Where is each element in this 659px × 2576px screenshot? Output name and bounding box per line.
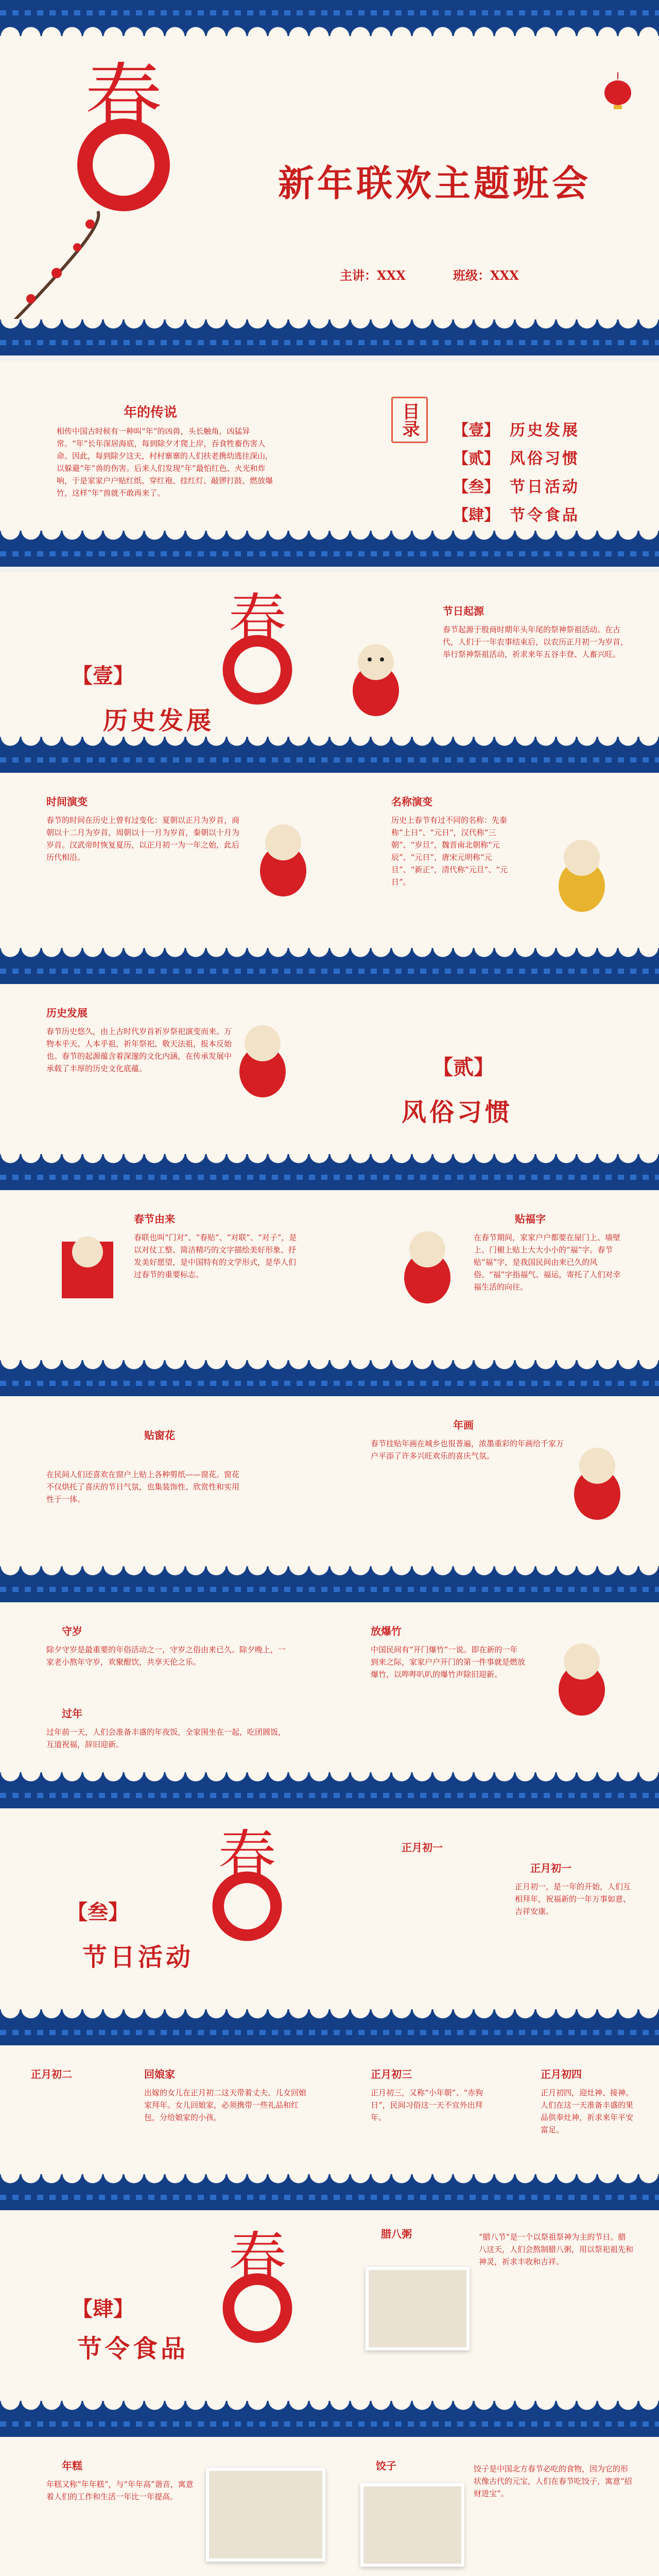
agenda-item-4[interactable]: 节令食品: [510, 506, 580, 524]
origin-heading: 节日起源: [443, 605, 484, 617]
svg-text:春: 春: [228, 592, 287, 653]
window-text: 在民间人们还喜欢在窗户上贴上各种剪纸——窗花。窗花不仅烘托了喜庆的节日气氛，也集装饰性、欣赏性和实用性于一体。: [46, 1470, 240, 1504]
ox-mascot-icon: [227, 1015, 299, 1103]
legend-text: 相传中国古时候有一种叫“年”的凶兽，头长触角，凶猛异常。“年”长年深居海底，每到除夕才爬上岸，吞食牲畜伤害人命。因此，每到除夕这天，村村寨寨的人们扶老携幼逃往深山，以躲避“年”兽的伤害。后来人们发现“年”最怕红色、火光和炸响，于是家家户户贴红纸、穿红袍、挂红灯、敲锣打鼓、燃放爆竹，这样“年”兽就不敢再来了。: [57, 427, 273, 498]
section2-num: 【贰】: [432, 1055, 494, 1079]
agenda-item-3[interactable]: 节日活动: [510, 478, 580, 496]
section1-num: 【壹】: [72, 664, 134, 688]
day1-text: 正月初一，是一年的开始，人们互相拜年，祝福新的一年万事如意、吉祥安康。: [515, 1882, 631, 1916]
agenda-slide: [0, 361, 659, 567]
nianhua-heading: 年画: [453, 1419, 474, 1431]
section3-slide: [0, 1808, 659, 2045]
ox-mascot-icon: [561, 1437, 633, 1525]
lantern-icon: [602, 72, 633, 113]
wave-border-bottom: [0, 2401, 659, 2437]
section3-num: 【叁】: [67, 1900, 129, 1924]
day2-heading: 正月初二: [31, 2068, 72, 2080]
ox-mascot-icon: [546, 1633, 618, 1721]
niangao-photo: [206, 2468, 325, 2562]
shousui-firecracker-slide: [0, 1602, 659, 1808]
time-text: 春节的时间在历史上曾有过变化：夏朝以正月为岁首，商朝以十二月为岁首，周朝以十一月为岁首，秦朝以十月为岁首。汉武帝时恢复夏历，以正月初一为一年之始，此后历代相沿。: [46, 816, 240, 862]
agenda-num-3: 【叁】: [453, 478, 499, 496]
days-slide: [0, 2045, 659, 2210]
time-heading: 时间演变: [46, 795, 88, 808]
wave-border-bottom: [0, 2009, 659, 2045]
laba-heading: 腊八粥: [381, 2228, 412, 2240]
wave-border-bottom: [0, 1154, 659, 1190]
ox-mascot-icon: [340, 634, 412, 721]
wave-border-bottom: [0, 319, 659, 355]
dumpling-text: 饺子是中国北方春节必吃的食物，因为它的形状像古代的元宝，人们在春节吃饺子，寓意“招财进宝”。: [474, 2464, 632, 2498]
laba-text: “腊八节”是一个以祭祖祭神为主的节日。腊八这天，人们会熬制腊八粥，用以祭祀祖先和神灵，祈求丰收和吉祥。: [479, 2232, 634, 2266]
firecracker-heading: 放爆竹: [371, 1625, 402, 1637]
section4-slide: [0, 2210, 659, 2437]
laba-photo: [366, 2267, 470, 2350]
niangao-text: 年糕又称“年年糕”，与“年年高”谐音，寓意着人们的工作和生活一年比一年提高。: [46, 2480, 194, 2501]
dumpling-heading: 饺子: [376, 2460, 396, 2472]
window-heading: 贴窗花: [144, 1429, 175, 1442]
section4-num: 【肆】: [72, 2297, 134, 2321]
section1-slide: [0, 572, 659, 773]
agenda-num-1: 【壹】: [453, 421, 499, 439]
origin-text: 春节起源于殷商时期年头年尾的祭神祭祖活动。在古代，人们于一年农事结束后，以农历正月初一为岁首，举行祭神祭祖活动，祈求来年五谷丰登、人畜兴旺。: [443, 625, 629, 659]
day2-text: 出嫁的女儿在正月初二这天带着丈夫、儿女回娘家拜年。女儿回娘家，必须携带一些礼品和红包，分给娘家的小孩。: [144, 2088, 307, 2122]
svg-text:春: 春: [84, 62, 163, 142]
food-slide: [0, 2437, 659, 2576]
section3-title: 节日活动: [82, 1943, 194, 1972]
svg-text:春: 春: [218, 1829, 276, 1889]
name-heading: 名称演变: [391, 795, 432, 808]
legend-heading: 年的传说: [124, 405, 178, 420]
spring-emblem: [206, 592, 309, 716]
wave-border-bottom: [0, 1772, 659, 1808]
ox-mascot-icon: [391, 1221, 463, 1309]
wave-border-bottom: [0, 531, 659, 567]
history-slide: [0, 984, 659, 1190]
speaker-label: 主讲：XXX: [340, 268, 406, 283]
day4-text: 正月初四，迎灶神、接神。人们在这一天准备丰盛的果品供奉灶神，祈求来年平安富足。: [541, 2088, 634, 2134]
wave-border-bottom: [0, 1360, 659, 1396]
day3-text: 正月初三，又称“小年朝”、“赤狗日”，民间习俗这一天不宜外出拜年。: [371, 2088, 483, 2122]
section1-title: 历史发展: [103, 706, 215, 735]
agenda-label: 目录: [391, 397, 428, 443]
agenda-item-1[interactable]: 历史发展: [510, 421, 580, 439]
day3-heading: 正月初三: [371, 2068, 412, 2080]
wave-border-top: [0, 0, 659, 36]
fu-text: 在春节期间，家家户户都要在屋门上、墙壁上、门楣上贴上大大小小的“福”字。春节贴“福”字，是我国民间由来已久的风俗。“福”字指福气、福运，寄托了人们对幸福生活的向往。: [474, 1233, 621, 1292]
couplet-heading: 春节由来: [134, 1213, 175, 1225]
ox-mascot-icon: [51, 1221, 124, 1309]
couplet-fu-slide: [0, 1190, 659, 1396]
agenda-num-2: 【贰】: [453, 450, 499, 468]
wave-border-bottom: [0, 737, 659, 773]
guonian-heading: 过年: [62, 1707, 82, 1720]
section4-title: 节令食品: [77, 2334, 189, 2363]
spring-emblem: [206, 2231, 309, 2354]
name-text: 历史上春节有过不同的名称：先秦称“上日”、“元日”，汉代称“三朝”、“岁旦”，魏晋南北朝称“元辰”、“元日”，唐宋元明称“元旦”、“新正”，清代称“元旦”、“元日”。: [391, 816, 508, 887]
fu-heading: 贴福字: [515, 1213, 546, 1225]
guonian-text: 过年前一天，人们会准备丰盛的年夜饭，全家围坐在一起，吃团圆饭，互道祝福，辞旧迎新。: [46, 1727, 286, 1749]
day4-heading: 正月初四: [541, 2068, 582, 2080]
agenda-item-2[interactable]: 风俗习惯: [510, 450, 580, 468]
day1-heading: 正月初一: [402, 1841, 443, 1854]
class-label: 班级：XXX: [453, 268, 519, 283]
cover-slide: [0, 0, 659, 355]
couplet-text: 春联也叫“门对”、“春贴”、“对联”、“对子”，是以对仗工整、简洁精巧的文字描绘美好形象、抒发美好愿望，是中国特有的文学形式，是华人们过春节的重要标志。: [134, 1233, 297, 1279]
section2-title: 风俗习惯: [402, 1098, 513, 1127]
cover-title: 新年联欢主题班会: [278, 162, 591, 205]
spring-emblem: [196, 1829, 299, 1953]
shousui-text: 除夕守岁是最重要的年俗活动之一，守岁之俗由来已久。除夕晚上，一家老小熬年守岁，欢聚酣饮，共享天伦之乐。: [46, 1645, 286, 1667]
ox-mascot-icon: [546, 829, 618, 917]
wave-border-bottom: [0, 1566, 659, 1602]
wave-border-bottom: [0, 948, 659, 984]
nianhua-text: 春节挂贴年画在城乡也很普遍，浓墨重彩的年画给千家万户平添了许多兴旺欢乐的喜庆气氛。: [371, 1439, 564, 1461]
niangao-heading: 年糕: [62, 2460, 82, 2472]
history-heading: 历史发展: [46, 1007, 88, 1019]
history-text: 春节历史悠久，由上古时代岁首祈岁祭祀演变而来。万物本乎天、人本乎祖，祈年祭祀、敬天法祖，报本反始也。春节的起源蕴含着深邃的文化内涵，在传承发展中承载了丰厚的历史文化底蕴。: [46, 1027, 232, 1073]
firecracker-text: 中国民间有“开门爆竹”一说。即在新的一年到来之际，家家户户开门的第一件事就是燃放爆竹，以哔哔叭叭的爆竹声除旧迎新。: [371, 1645, 526, 1679]
plum-branch-left: [0, 201, 103, 335]
dumpling-photo: [360, 2483, 464, 2567]
shousui-heading: 守岁: [62, 1625, 82, 1637]
wave-border-bottom: [0, 2174, 659, 2210]
day2-sub: 回娘家: [144, 2068, 175, 2080]
ox-mascot-icon: [247, 814, 319, 902]
time-name-slide: [0, 773, 659, 984]
day1-sub: 正月初一: [530, 1862, 571, 1874]
agenda-num-4: 【肆】: [453, 506, 499, 524]
window-nianhua-slide: [0, 1396, 659, 1602]
svg-text:春: 春: [228, 2231, 287, 2291]
